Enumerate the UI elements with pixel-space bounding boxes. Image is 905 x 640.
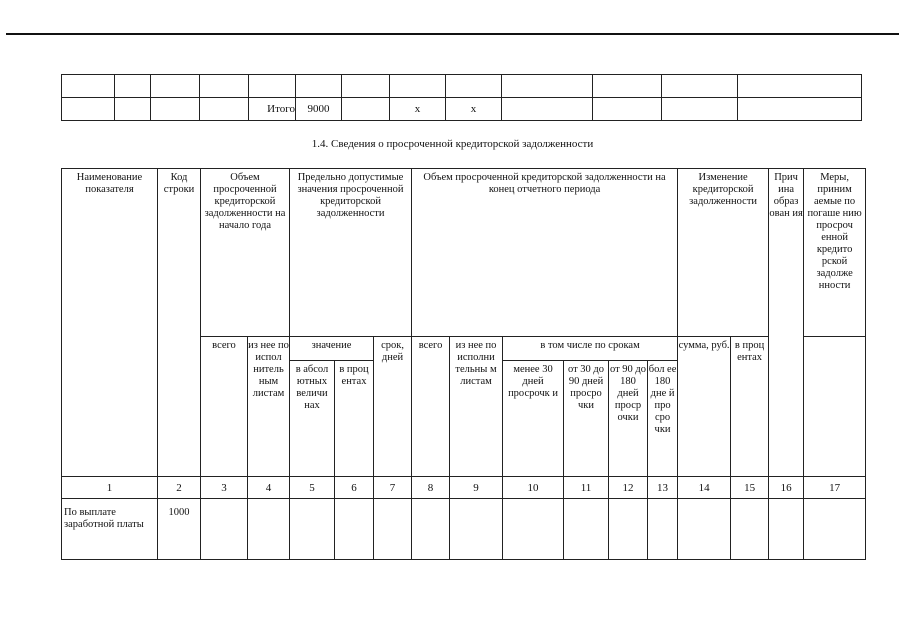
- column-number: 1: [62, 477, 158, 499]
- header-total: всего: [201, 337, 248, 477]
- table-cell: [374, 499, 412, 560]
- header-row-1: [62, 169, 866, 337]
- table-cell: [248, 499, 290, 560]
- header-less-30: менее 30 дней просрочк и: [503, 361, 564, 477]
- header-name: Наименование показателя: [62, 169, 158, 477]
- row-name: По выплате заработной платы: [62, 499, 158, 560]
- table-cell: [450, 499, 503, 560]
- column-number: 12: [609, 477, 648, 499]
- column-number: 14: [678, 477, 731, 499]
- x-mark: x: [446, 98, 502, 121]
- header-value: значение: [290, 337, 374, 361]
- header-code: Код строки: [158, 169, 201, 477]
- column-number: 9: [450, 477, 503, 499]
- section-title: 1.4. Сведения о просроченной кредиторской задолженности: [311, 138, 594, 150]
- table-cell: [201, 499, 248, 560]
- top-table-total-row: [62, 98, 862, 121]
- row-code: 1000: [158, 499, 201, 560]
- header-sum-rub: сумма, руб.: [678, 337, 731, 477]
- header-term-days: срок, дней: [374, 337, 412, 477]
- table-cell: [503, 499, 564, 560]
- table-cell: [412, 499, 450, 560]
- column-numbers-row: [62, 477, 866, 499]
- header-limit: Предельно допустимые значения просроченной кредиторской задолженности: [290, 169, 412, 337]
- header-from-writs: из нее по испол нитель ным листам: [248, 337, 290, 477]
- total-value: 9000: [296, 98, 342, 121]
- table-cell: [769, 499, 804, 560]
- column-number: 15: [731, 477, 769, 499]
- column-number: 16: [769, 477, 804, 499]
- top-rule: [6, 33, 899, 35]
- table-cell: [609, 499, 648, 560]
- table-cell: [731, 499, 769, 560]
- column-number: 13: [648, 477, 678, 499]
- table-cell: [648, 499, 678, 560]
- table-cell: [804, 499, 866, 560]
- column-number: 8: [412, 477, 450, 499]
- table-cell: [564, 499, 609, 560]
- column-number: 4: [248, 477, 290, 499]
- column-number: 3: [201, 477, 248, 499]
- column-number: 11: [564, 477, 609, 499]
- header-total-end: всего: [412, 337, 450, 477]
- header-from-writs-end: из нее по исполни тельны м листам: [450, 337, 503, 477]
- header-more-180: бол ее 180 дне й про сро чки: [648, 361, 678, 477]
- table-cell: [335, 499, 374, 560]
- column-number: 10: [503, 477, 564, 499]
- header-90-180: от 90 до 180 дней проср очки: [609, 361, 648, 477]
- x-mark: x: [390, 98, 446, 121]
- column-number: 6: [335, 477, 374, 499]
- header-in-percent-limit: в проц ентах: [335, 361, 374, 477]
- header-volume-end: Объем просроченной кредиторской задолженности на конец отчетного периода: [412, 169, 678, 337]
- top-table: [61, 74, 862, 121]
- header-reason: Прич ина образ ован ия: [769, 169, 804, 477]
- column-number: 7: [374, 477, 412, 499]
- column-number: 5: [290, 477, 335, 499]
- table-cell: [290, 499, 335, 560]
- header-measures: Меры, приним аемые по погаше нию просроч енной кредито рской задолже нности: [804, 169, 866, 337]
- top-table-row: [62, 75, 862, 98]
- header-by-terms: в том числе по срокам: [503, 337, 678, 361]
- header-measures-blank: [804, 337, 866, 477]
- column-number: 17: [804, 477, 866, 499]
- table-cell: [678, 499, 731, 560]
- overdue-payables-table: [61, 168, 866, 560]
- header-change: Изменение кредиторской задолженности: [678, 169, 769, 337]
- header-30-90: от 30 до 90 дней просро чки: [564, 361, 609, 477]
- total-label: Итого: [249, 98, 296, 121]
- header-volume-start: Объем просроченной кредиторской задолженности на начало года: [201, 169, 290, 337]
- header-abs-values: в абсол ютных величи нах: [290, 361, 335, 477]
- header-in-percent: в проц ентах: [731, 337, 769, 477]
- column-number: 2: [158, 477, 201, 499]
- table-row: [62, 499, 866, 560]
